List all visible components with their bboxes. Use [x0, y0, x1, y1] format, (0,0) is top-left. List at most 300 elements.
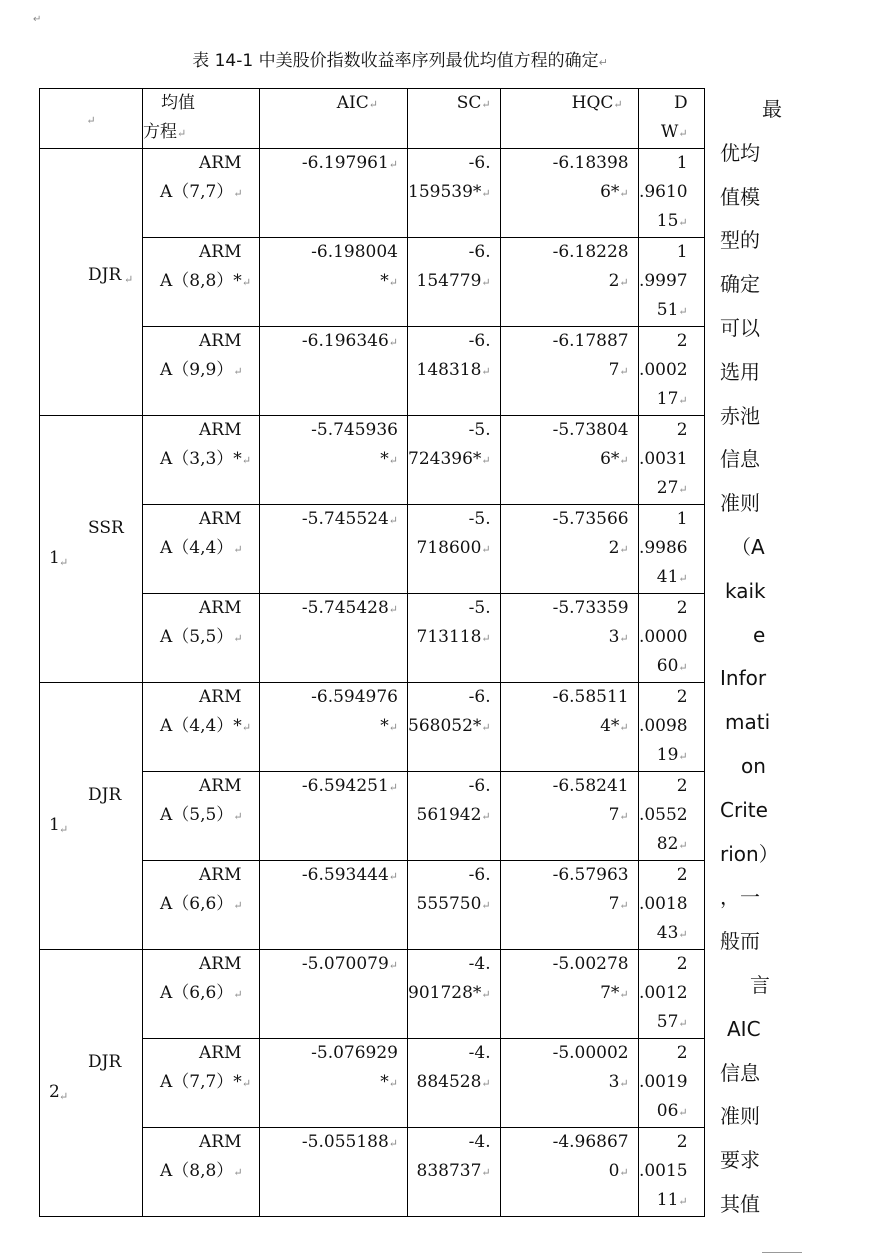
model-cell-line: A（6,6）	[160, 894, 234, 914]
paragraph-mark: ↵	[388, 454, 398, 467]
body-text-line: 准则	[720, 1104, 760, 1129]
hqc-cell-line: 2	[608, 538, 620, 558]
table-row	[40, 950, 705, 1039]
sc-cell	[408, 505, 501, 594]
aic-cell	[260, 149, 408, 238]
paragraph-mark: ↵	[233, 187, 243, 200]
paragraph-mark: ↵	[678, 661, 688, 674]
table-row	[40, 149, 705, 238]
sc-cell-line: -4.	[468, 1043, 491, 1063]
paragraph-mark: ↵	[678, 483, 688, 496]
paragraph-mark: ↵	[388, 514, 398, 527]
dw-cell	[638, 861, 704, 950]
dw-cell-line: .9986	[638, 538, 688, 558]
model-cell-line: A（5,5）	[160, 627, 234, 647]
sc-cell-line: 713118	[416, 627, 482, 647]
dw-cell-line: 43	[656, 923, 679, 943]
aic-cell-line: -5.745428	[301, 598, 389, 618]
hqc-cell-line: -5.73566	[552, 509, 629, 529]
model-cell	[143, 1128, 260, 1217]
header-dw-line-2: W	[660, 122, 679, 142]
series-label: DJR	[88, 1052, 122, 1072]
header-dw-line-1: D	[673, 93, 688, 113]
aic-cell	[260, 238, 408, 327]
paragraph-mark: ↵	[481, 187, 491, 200]
hqc-cell	[500, 1128, 638, 1217]
hqc-cell-line: -6.17887	[552, 331, 629, 351]
hqc-cell-line: 6*	[600, 182, 620, 202]
hqc-cell-line: 7	[608, 805, 620, 825]
body-text-line: 优均	[720, 140, 760, 165]
body-text-line: mati	[725, 710, 771, 735]
hqc-cell	[500, 238, 638, 327]
dw-cell-line: 2	[676, 1043, 688, 1063]
paragraph-mark: ↵	[678, 839, 688, 852]
results-table	[39, 88, 705, 1217]
sc-cell	[408, 238, 501, 327]
body-text-line: 其值	[720, 1191, 760, 1216]
paragraph-mark: ↵	[481, 1166, 491, 1179]
dw-cell	[638, 149, 704, 238]
paragraph-mark: ↵	[233, 810, 243, 823]
body-text-line: 确定	[720, 272, 760, 297]
paragraph-mark: ↵	[124, 273, 134, 286]
series-cell	[40, 950, 143, 1217]
header-model-line-1: 均值	[161, 93, 195, 113]
paragraph-mark: ↵	[388, 276, 398, 289]
paragraph-mark: ↵	[619, 543, 629, 556]
paragraph-mark: ↵	[678, 750, 688, 763]
paragraph-mark: ↵	[241, 721, 252, 734]
dw-cell-line: .9997	[638, 271, 688, 291]
paragraph-mark: ↵	[598, 56, 608, 69]
body-text-column	[717, 88, 785, 1227]
aic-cell-line: *	[380, 271, 389, 291]
dw-cell-line: .0552	[638, 805, 688, 825]
dw-cell	[638, 1128, 704, 1217]
paragraph-mark: ↵	[388, 721, 398, 734]
model-cell	[143, 149, 260, 238]
hqc-cell-line: -6.18398	[552, 153, 629, 173]
paragraph-mark: ↵	[678, 572, 688, 585]
body-text-line: ，一	[720, 885, 760, 910]
dw-cell-line: .0012	[638, 983, 688, 1003]
hqc-cell	[500, 416, 638, 505]
paragraph-mark: ↵	[388, 603, 398, 616]
hqc-cell-line: 3	[608, 627, 620, 647]
paragraph-mark: ↵	[86, 114, 96, 127]
paragraph-mark: ↵	[233, 1166, 243, 1179]
sc-cell-line: 568052*	[408, 716, 482, 736]
model-cell-line: ARM	[199, 598, 242, 618]
dw-cell-line: .0015	[638, 1161, 688, 1181]
table-row	[40, 416, 705, 505]
model-cell	[143, 238, 260, 327]
model-cell-line: ARM	[199, 865, 242, 885]
hqc-cell-line: -5.73359	[552, 598, 629, 618]
paragraph-mark: ↵	[388, 1137, 398, 1150]
dw-cell	[638, 594, 704, 683]
aic-cell	[260, 594, 408, 683]
paragraph-mark: ↵	[233, 365, 243, 378]
model-cell	[143, 327, 260, 416]
hqc-cell	[500, 683, 638, 772]
body-text-line: 可以	[720, 315, 760, 340]
sc-cell	[408, 149, 501, 238]
model-cell-line: ARM	[199, 153, 242, 173]
aic-cell-line: -5.076929	[311, 1043, 398, 1063]
paragraph-mark: ↵	[233, 632, 243, 645]
body-text-line: 信息	[720, 447, 760, 472]
dw-cell-line: 2	[676, 331, 688, 351]
model-cell-line: ARM	[199, 687, 242, 707]
paragraph-mark: ↵	[241, 1077, 252, 1090]
header-sc-label: SC	[456, 93, 482, 113]
aic-cell-line: -6.594251	[301, 776, 389, 796]
aic-cell	[260, 772, 408, 861]
sc-cell-line: 718600	[416, 538, 482, 558]
paragraph-mark: ↵	[177, 127, 187, 140]
paragraph-mark: ↵	[678, 216, 688, 229]
body-text-line: 要求	[720, 1148, 760, 1173]
aic-cell-line: *	[380, 449, 389, 469]
paragraph-mark: ↵	[388, 959, 398, 972]
dw-cell-line: 1	[676, 509, 688, 529]
aic-cell-line: -6.593444	[301, 865, 389, 885]
dw-cell	[638, 683, 704, 772]
paragraph-mark: ↵	[481, 454, 491, 467]
header-dw	[638, 89, 704, 149]
paragraph-mark: ↵	[619, 988, 629, 1001]
sc-cell-line: -6.	[468, 776, 491, 796]
dw-cell	[638, 327, 704, 416]
model-cell-line: A（7,7）*	[160, 1072, 242, 1092]
header-model	[143, 89, 260, 149]
body-text-line: kaik	[725, 578, 766, 603]
aic-cell	[260, 416, 408, 505]
paragraph-mark: ↵	[678, 1195, 688, 1208]
paragraph-mark: ↵	[481, 365, 491, 378]
hqc-cell	[500, 1039, 638, 1128]
sc-cell-line: 838737	[416, 1161, 482, 1181]
aic-cell-line: -6.198004	[311, 242, 398, 262]
hqc-cell-line: 2	[608, 271, 620, 291]
paragraph-mark: ↵	[241, 276, 252, 289]
paragraph-mark: ↵	[233, 899, 243, 912]
dw-cell-line: 19	[656, 745, 679, 765]
dw-cell	[638, 238, 704, 327]
dw-cell-line: 2	[676, 598, 688, 618]
model-cell-line: ARM	[199, 420, 242, 440]
sc-cell-line: 154779	[416, 271, 482, 291]
model-cell	[143, 772, 260, 861]
sc-cell-line: 159539*	[408, 182, 482, 202]
header-sc	[408, 89, 501, 149]
model-cell-line: ARM	[199, 1043, 242, 1063]
aic-cell-line: *	[380, 1072, 389, 1092]
paragraph-mark: ↵	[388, 158, 398, 171]
body-text-line: Crite	[720, 797, 768, 822]
body-text-line: 信息	[720, 1060, 760, 1085]
hqc-cell-line: -5.73804	[552, 420, 629, 440]
hqc-cell	[500, 327, 638, 416]
header-hqc-label: HQC	[571, 93, 614, 113]
paragraph-mark: ↵	[481, 899, 491, 912]
caption-text: 表 14-1 中美股价指数收益率序列最优均值方程的确定	[192, 51, 599, 71]
dw-cell-line: .0031	[638, 449, 688, 469]
model-cell-line: ARM	[199, 954, 242, 974]
series-suffix: 1	[49, 815, 60, 835]
dw-cell-line: 17	[656, 389, 679, 409]
paragraph-mark: ↵	[481, 721, 491, 734]
aic-cell	[260, 1039, 408, 1128]
header-corner-cell	[40, 89, 143, 149]
body-text-line: 准则	[720, 491, 760, 516]
dw-cell-line: 2	[676, 865, 688, 885]
paragraph-mark: ↵	[619, 1077, 629, 1090]
model-cell-line: ARM	[199, 242, 242, 262]
model-cell	[143, 416, 260, 505]
sc-cell	[408, 594, 501, 683]
sc-cell-line: 561942	[416, 805, 482, 825]
paragraph-mark: ↵	[241, 454, 252, 467]
aic-cell	[260, 1128, 408, 1217]
series-cell	[40, 149, 143, 416]
sc-cell-line: -6.	[468, 865, 491, 885]
dw-cell	[638, 505, 704, 594]
dw-cell-line: .9610	[638, 182, 688, 202]
aic-cell-line: -6.594976	[311, 687, 398, 707]
table-row	[40, 683, 705, 772]
model-cell	[143, 683, 260, 772]
model-cell-line: A（6,6）	[160, 983, 234, 1003]
body-text-line: 赤池	[720, 403, 760, 428]
body-text-line: e	[753, 622, 766, 647]
hqc-cell-line: 7	[608, 894, 620, 914]
sc-cell-line: -4.	[468, 1132, 491, 1152]
series-suffix: 1	[49, 548, 60, 568]
paragraph-mark: ↵	[481, 988, 491, 1001]
aic-cell	[260, 861, 408, 950]
sc-cell	[408, 683, 501, 772]
body-text-line: on	[741, 753, 766, 778]
paragraph-mark: ↵	[481, 98, 491, 111]
sc-cell	[408, 861, 501, 950]
paragraph-mark: ↵	[619, 187, 629, 200]
dw-cell-line: .0098	[638, 716, 688, 736]
aic-cell	[260, 327, 408, 416]
dw-cell-line: .0002	[638, 360, 688, 380]
paragraph-mark: ↵	[388, 781, 398, 794]
paragraph-mark: ↵	[388, 336, 398, 349]
aic-cell-line: -5.745524	[301, 509, 389, 529]
model-cell	[143, 505, 260, 594]
series-cell	[40, 683, 143, 950]
sc-cell-line: 148318	[416, 360, 482, 380]
hqc-cell	[500, 505, 638, 594]
model-cell	[143, 950, 260, 1039]
series-label: SSR	[88, 518, 124, 538]
body-text-line: rion）	[720, 841, 779, 866]
hqc-cell-line: -4.96867	[552, 1132, 629, 1152]
paragraph-mark: ↵	[481, 543, 491, 556]
hqc-cell-line: 4*	[600, 716, 620, 736]
dw-cell-line: .0018	[638, 894, 688, 914]
paragraph-mark: ↵	[233, 988, 243, 1001]
aic-cell-line: -6.197961	[301, 153, 389, 173]
sc-cell-line: 901728*	[408, 983, 482, 1003]
hqc-cell	[500, 950, 638, 1039]
dw-cell-line: 2	[676, 1132, 688, 1152]
dw-cell	[638, 950, 704, 1039]
sc-cell	[408, 1128, 501, 1217]
series-label: DJR	[88, 785, 122, 805]
sc-cell-line: 555750	[416, 894, 482, 914]
model-cell-line: A（5,5）	[160, 805, 234, 825]
sc-cell-line: 884528	[416, 1072, 482, 1092]
model-cell-line: A（7,7）	[160, 182, 234, 202]
dw-cell-line: 51	[656, 300, 679, 320]
series-label: DJR	[88, 265, 122, 285]
hqc-cell-line: 7*	[600, 983, 620, 1003]
body-text-line: Infor	[720, 666, 767, 691]
model-cell-line: ARM	[199, 331, 242, 351]
hqc-cell-line: -6.58241	[552, 776, 629, 796]
paragraph-mark: ↵	[678, 127, 688, 140]
aic-cell-line: -5.745936	[311, 420, 398, 440]
model-cell	[143, 1039, 260, 1128]
body-text-line: （A	[731, 534, 765, 559]
hqc-cell-line: 0	[608, 1161, 620, 1181]
hqc-cell-line: -6.58511	[552, 687, 629, 707]
dw-cell-line: .0000	[638, 627, 688, 647]
paragraph-mark: ↵	[619, 899, 629, 912]
hqc-cell-line: 6*	[600, 449, 620, 469]
dw-cell-line: 2	[676, 954, 688, 974]
sc-cell-line: -6.	[468, 242, 491, 262]
dw-cell-line: 57	[656, 1012, 679, 1032]
hqc-cell-line: -5.00278	[552, 954, 629, 974]
dw-cell-line: 11	[656, 1190, 679, 1210]
hqc-cell-line: 3	[608, 1072, 620, 1092]
paragraph-mark: ↵	[233, 543, 243, 556]
footer-rule	[762, 1252, 802, 1253]
dw-cell-line: 60	[656, 656, 679, 676]
hqc-cell-line: -5.00002	[552, 1043, 629, 1063]
model-cell-line: ARM	[199, 509, 242, 529]
model-cell-line: A（3,3）*	[160, 449, 242, 469]
aic-cell	[260, 505, 408, 594]
sc-cell	[408, 1039, 501, 1128]
paragraph-mark: ↵	[619, 810, 629, 823]
paragraph-mark: ↵	[388, 870, 398, 883]
model-cell-line: ARM	[199, 1132, 242, 1152]
aic-cell-line: -5.070079	[301, 954, 389, 974]
paragraph-mark: ↵	[59, 1090, 69, 1103]
sc-cell-line: -5.	[468, 420, 491, 440]
paragraph-mark: ↵	[481, 1077, 491, 1090]
hqc-cell	[500, 149, 638, 238]
hqc-cell	[500, 772, 638, 861]
body-text-line: 最	[762, 97, 782, 121]
dw-cell-line: 15	[656, 211, 679, 231]
sc-cell-line: -4.	[468, 954, 491, 974]
series-cell	[40, 416, 143, 683]
series-suffix: 2	[49, 1082, 60, 1102]
paragraph-mark: ↵	[481, 810, 491, 823]
paragraph-mark: ↵	[678, 1017, 688, 1030]
dw-cell-line: 41	[656, 567, 679, 587]
body-text-line: 言	[750, 972, 770, 997]
sc-cell	[408, 327, 501, 416]
table-caption	[0, 50, 800, 74]
dw-cell	[638, 416, 704, 505]
paragraph-mark: ↵	[678, 394, 688, 407]
dw-cell-line: 1	[676, 153, 688, 173]
aic-cell-line: -6.196346	[301, 331, 389, 351]
dw-cell-line: 82	[656, 834, 679, 854]
header-model-line-2: 方程	[143, 122, 177, 142]
paragraph-mark: ↵	[368, 98, 378, 111]
model-cell-line: A（8,8）*	[160, 271, 242, 291]
header-aic	[260, 89, 408, 149]
aic-cell	[260, 950, 408, 1039]
paragraph-mark: ↵	[33, 14, 42, 25]
sc-cell-line: -5.	[468, 598, 491, 618]
dw-cell	[638, 1039, 704, 1128]
aic-cell-line: -5.055188	[301, 1132, 389, 1152]
paragraph-mark: ↵	[481, 632, 491, 645]
paragraph-mark: ↵	[619, 276, 629, 289]
model-cell-line: ARM	[199, 776, 242, 796]
paragraph-mark: ↵	[619, 1166, 629, 1179]
model-cell-line: A（8,8）	[160, 1161, 234, 1181]
sc-cell-line: 724396*	[408, 449, 482, 469]
hqc-cell	[500, 861, 638, 950]
body-text-line: 型的	[720, 228, 760, 253]
model-cell-line: A（9,9）	[160, 360, 234, 380]
paragraph-mark: ↵	[619, 632, 629, 645]
paragraph-mark: ↵	[678, 928, 688, 941]
dw-cell-line: 2	[676, 776, 688, 796]
dw-cell	[638, 772, 704, 861]
aic-cell	[260, 683, 408, 772]
paragraph-mark: ↵	[59, 556, 69, 569]
hqc-cell-line: 7	[608, 360, 620, 380]
hqc-cell-line: -6.57963	[552, 865, 629, 885]
body-text-line: 选用	[720, 359, 760, 384]
hqc-cell	[500, 594, 638, 683]
sc-cell	[408, 772, 501, 861]
body-text-line: 般而	[720, 929, 760, 954]
dw-cell-line: 2	[676, 420, 688, 440]
model-cell	[143, 861, 260, 950]
paragraph-mark: ↵	[678, 305, 688, 318]
sc-cell	[408, 416, 501, 505]
sc-cell-line: -6.	[468, 153, 491, 173]
header-hqc	[500, 89, 638, 149]
header-row	[40, 89, 705, 149]
sc-cell-line: -6.	[468, 331, 491, 351]
dw-cell-line: .0019	[638, 1072, 688, 1092]
sc-cell-line: -5.	[468, 509, 491, 529]
dw-cell-line: 27	[656, 478, 679, 498]
model-cell-line: A（4,4）*	[160, 716, 242, 736]
model-cell	[143, 594, 260, 683]
paragraph-mark: ↵	[613, 98, 623, 111]
paragraph-mark: ↵	[59, 823, 69, 836]
hqc-cell-line: -6.18228	[552, 242, 629, 262]
